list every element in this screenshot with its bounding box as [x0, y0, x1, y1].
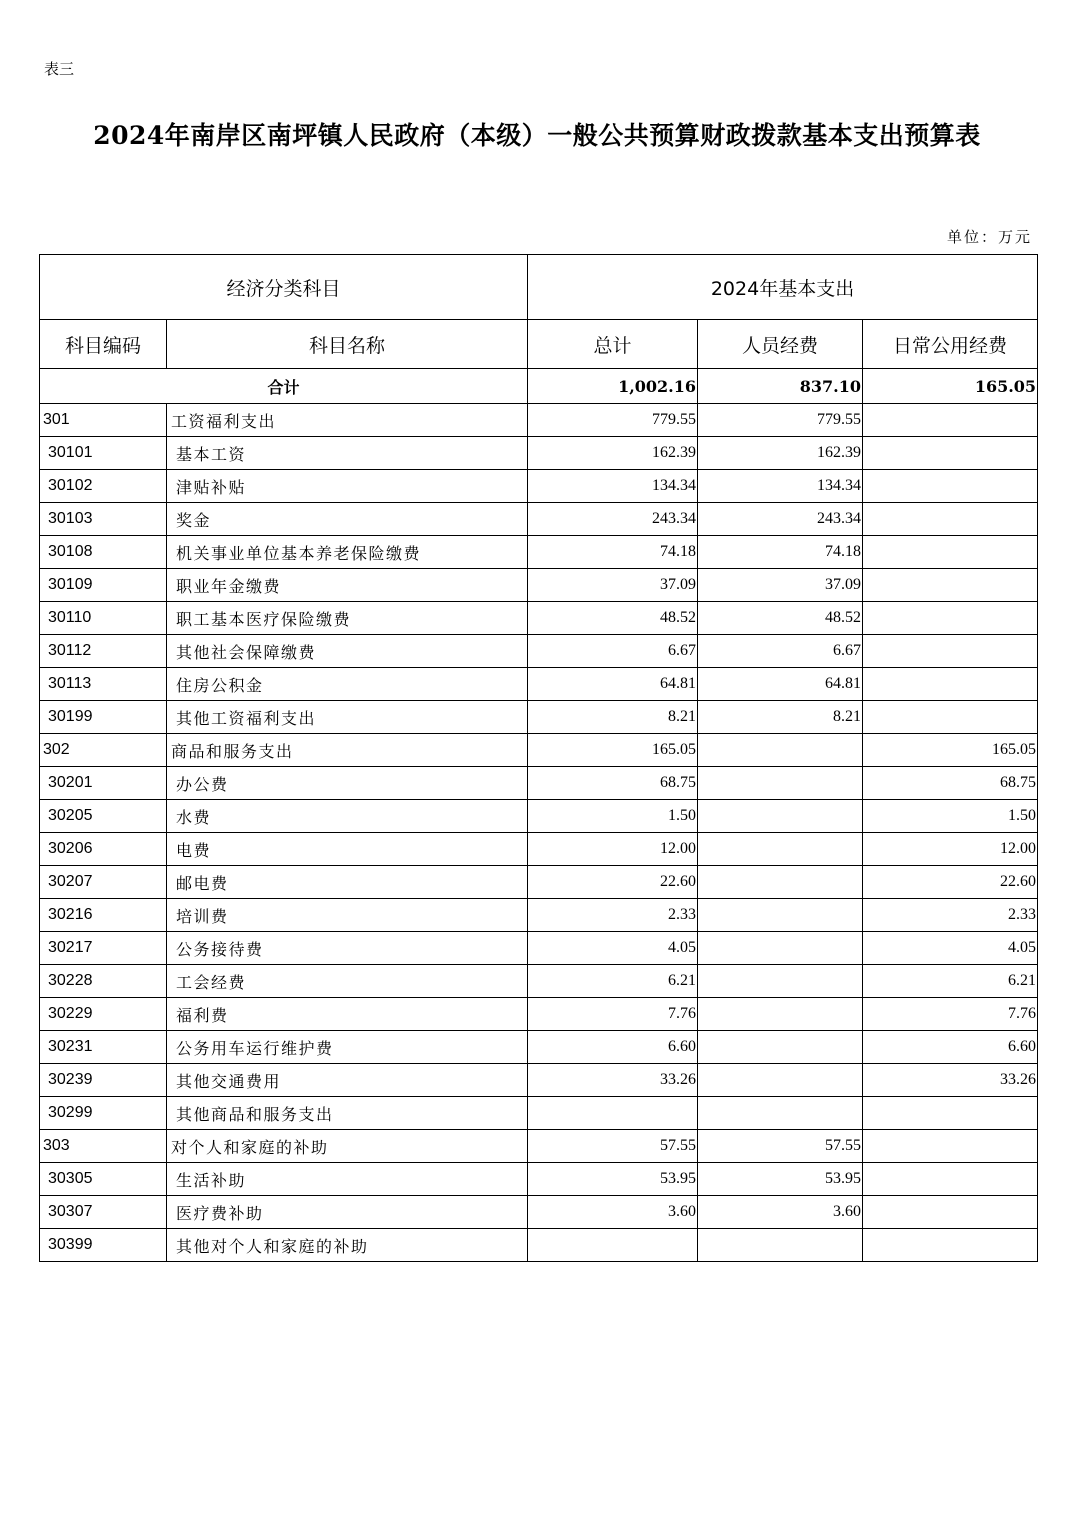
row-code: 303	[40, 1130, 167, 1163]
row-name: 职工基本医疗保险缴费	[167, 602, 528, 635]
row-code: 30229	[40, 998, 167, 1031]
table-row	[40, 1031, 1038, 1064]
row-name: 奖金	[167, 503, 528, 536]
row-total: 22.60	[528, 866, 698, 899]
row-name: 津贴补贴	[167, 470, 528, 503]
row-public: 6.21	[863, 965, 1038, 998]
row-total: 8.21	[528, 701, 698, 734]
row-name: 机关事业单位基本养老保险缴费	[167, 536, 528, 569]
row-name: 其他社会保障缴费	[167, 635, 528, 668]
row-personnel	[698, 899, 863, 932]
row-name: 水费	[167, 800, 528, 833]
table-row	[40, 734, 1038, 767]
row-public	[863, 470, 1038, 503]
row-code: 30216	[40, 899, 167, 932]
row-public: 2.33	[863, 899, 1038, 932]
row-code: 30207	[40, 866, 167, 899]
row-total: 162.39	[528, 437, 698, 470]
row-personnel: 779.55	[698, 404, 863, 437]
row-personnel: 57.55	[698, 1130, 863, 1163]
row-personnel	[698, 734, 863, 767]
row-total: 68.75	[528, 767, 698, 800]
row-code: 30113	[40, 668, 167, 701]
row-code: 30199	[40, 701, 167, 734]
row-name: 其他交通费用	[167, 1064, 528, 1097]
row-total: 57.55	[528, 1130, 698, 1163]
row-code: 301	[40, 404, 167, 437]
row-total: 243.34	[528, 503, 698, 536]
table-row	[40, 1163, 1038, 1196]
row-code: 30101	[40, 437, 167, 470]
row-personnel	[698, 1064, 863, 1097]
row-total: 165.05	[528, 734, 698, 767]
table-row	[40, 1196, 1038, 1229]
row-public: 33.26	[863, 1064, 1038, 1097]
table-row	[40, 635, 1038, 668]
row-public	[863, 437, 1038, 470]
row-total: 4.05	[528, 932, 698, 965]
table-row	[40, 701, 1038, 734]
row-public: 22.60	[863, 866, 1038, 899]
unit-label: 单位：万元	[946, 228, 1032, 246]
row-code: 30205	[40, 800, 167, 833]
table-row	[40, 668, 1038, 701]
header-name: 科目名称	[167, 320, 528, 369]
row-name: 住房公积金	[167, 668, 528, 701]
row-public: 1.50	[863, 800, 1038, 833]
row-public: 6.60	[863, 1031, 1038, 1064]
total-row	[40, 369, 1038, 404]
row-name: 其他对个人和家庭的补助	[167, 1229, 528, 1262]
row-personnel	[698, 1097, 863, 1130]
row-name: 公务用车运行维护费	[167, 1031, 528, 1064]
table-row	[40, 767, 1038, 800]
row-public: 68.75	[863, 767, 1038, 800]
row-code: 30102	[40, 470, 167, 503]
row-public: 7.76	[863, 998, 1038, 1031]
row-code: 30103	[40, 503, 167, 536]
header-public: 日常公用经费	[863, 320, 1038, 369]
row-personnel: 6.67	[698, 635, 863, 668]
row-public	[863, 668, 1038, 701]
row-public	[863, 1229, 1038, 1262]
row-public	[863, 1196, 1038, 1229]
row-total	[528, 1097, 698, 1130]
table-row	[40, 1064, 1038, 1097]
budget-table	[39, 254, 1038, 1262]
row-total: 6.21	[528, 965, 698, 998]
table-row	[40, 1229, 1038, 1262]
row-code: 30110	[40, 602, 167, 635]
row-public	[863, 503, 1038, 536]
table-row	[40, 932, 1038, 965]
total-public: 165.05	[863, 369, 1038, 404]
row-personnel: 48.52	[698, 602, 863, 635]
row-code: 30239	[40, 1064, 167, 1097]
row-personnel: 3.60	[698, 1196, 863, 1229]
row-name: 对个人和家庭的补助	[167, 1130, 528, 1163]
row-personnel	[698, 965, 863, 998]
row-code: 30307	[40, 1196, 167, 1229]
row-total: 779.55	[528, 404, 698, 437]
row-public	[863, 1163, 1038, 1196]
row-name: 公务接待费	[167, 932, 528, 965]
total-label: 合计	[40, 369, 528, 404]
total-total: 1,002.16	[528, 369, 698, 404]
row-public	[863, 602, 1038, 635]
table-row	[40, 1130, 1038, 1163]
row-name: 福利费	[167, 998, 528, 1031]
row-name: 工资福利支出	[167, 404, 528, 437]
header-code: 科目编码	[40, 320, 167, 369]
row-public	[863, 1130, 1038, 1163]
row-total	[528, 1229, 698, 1262]
total-personnel: 837.10	[698, 369, 863, 404]
row-public: 165.05	[863, 734, 1038, 767]
table-row	[40, 503, 1038, 536]
header-row-columns	[40, 320, 1038, 369]
table-row	[40, 866, 1038, 899]
table-row	[40, 602, 1038, 635]
row-public: 4.05	[863, 932, 1038, 965]
row-code: 30108	[40, 536, 167, 569]
row-code: 30228	[40, 965, 167, 998]
table-row	[40, 437, 1038, 470]
row-code: 30201	[40, 767, 167, 800]
row-total: 33.26	[528, 1064, 698, 1097]
row-name: 其他商品和服务支出	[167, 1097, 528, 1130]
row-name: 生活补助	[167, 1163, 528, 1196]
row-total: 74.18	[528, 536, 698, 569]
row-total: 134.34	[528, 470, 698, 503]
row-name: 培训费	[167, 899, 528, 932]
row-personnel: 243.34	[698, 503, 863, 536]
row-total: 7.76	[528, 998, 698, 1031]
row-total: 1.50	[528, 800, 698, 833]
row-personnel: 134.34	[698, 470, 863, 503]
row-personnel	[698, 767, 863, 800]
row-public	[863, 701, 1038, 734]
row-public	[863, 404, 1038, 437]
header-row-group	[40, 255, 1038, 320]
row-name: 办公费	[167, 767, 528, 800]
row-code: 30231	[40, 1031, 167, 1064]
row-personnel	[698, 1229, 863, 1262]
row-total: 48.52	[528, 602, 698, 635]
row-public	[863, 569, 1038, 602]
document-label: 表三	[44, 60, 75, 78]
row-name: 电费	[167, 833, 528, 866]
row-name: 工会经费	[167, 965, 528, 998]
row-personnel	[698, 833, 863, 866]
row-personnel: 162.39	[698, 437, 863, 470]
row-personnel: 53.95	[698, 1163, 863, 1196]
table-row	[40, 899, 1038, 932]
row-personnel: 74.18	[698, 536, 863, 569]
row-public	[863, 635, 1038, 668]
row-public	[863, 1097, 1038, 1130]
row-code: 30305	[40, 1163, 167, 1196]
row-personnel: 8.21	[698, 701, 863, 734]
row-total: 6.67	[528, 635, 698, 668]
row-total: 53.95	[528, 1163, 698, 1196]
row-personnel: 64.81	[698, 668, 863, 701]
header-personnel: 人员经费	[698, 320, 863, 369]
row-code: 302	[40, 734, 167, 767]
row-code: 30206	[40, 833, 167, 866]
row-name: 邮电费	[167, 866, 528, 899]
row-code: 30299	[40, 1097, 167, 1130]
row-public	[863, 536, 1038, 569]
row-personnel	[698, 1031, 863, 1064]
row-total: 64.81	[528, 668, 698, 701]
row-personnel	[698, 932, 863, 965]
header-basic-expenditure: 2024年基本支出	[528, 255, 1038, 320]
row-name: 职业年金缴费	[167, 569, 528, 602]
row-name: 商品和服务支出	[167, 734, 528, 767]
table-row	[40, 800, 1038, 833]
row-code: 30399	[40, 1229, 167, 1262]
row-total: 12.00	[528, 833, 698, 866]
table-row	[40, 404, 1038, 437]
table-row	[40, 998, 1038, 1031]
row-name: 基本工资	[167, 437, 528, 470]
row-code: 30217	[40, 932, 167, 965]
table-row	[40, 1097, 1038, 1130]
table-row	[40, 965, 1038, 998]
table-row	[40, 833, 1038, 866]
row-name: 其他工资福利支出	[167, 701, 528, 734]
row-total: 37.09	[528, 569, 698, 602]
row-code: 30109	[40, 569, 167, 602]
row-total: 3.60	[528, 1196, 698, 1229]
table-row	[40, 536, 1038, 569]
header-total: 总计	[528, 320, 698, 369]
row-total: 2.33	[528, 899, 698, 932]
row-personnel	[698, 800, 863, 833]
table-row	[40, 470, 1038, 503]
table-row	[40, 569, 1038, 602]
row-name: 医疗费补助	[167, 1196, 528, 1229]
row-personnel	[698, 998, 863, 1031]
row-total: 6.60	[528, 1031, 698, 1064]
header-economic-classification: 经济分类科目	[40, 255, 528, 320]
row-personnel	[698, 866, 863, 899]
row-personnel: 37.09	[698, 569, 863, 602]
row-code: 30112	[40, 635, 167, 668]
page-title: 2024年南岸区南坪镇人民政府（本级）一般公共预算财政拨款基本支出预算表	[93, 121, 981, 150]
row-public: 12.00	[863, 833, 1038, 866]
